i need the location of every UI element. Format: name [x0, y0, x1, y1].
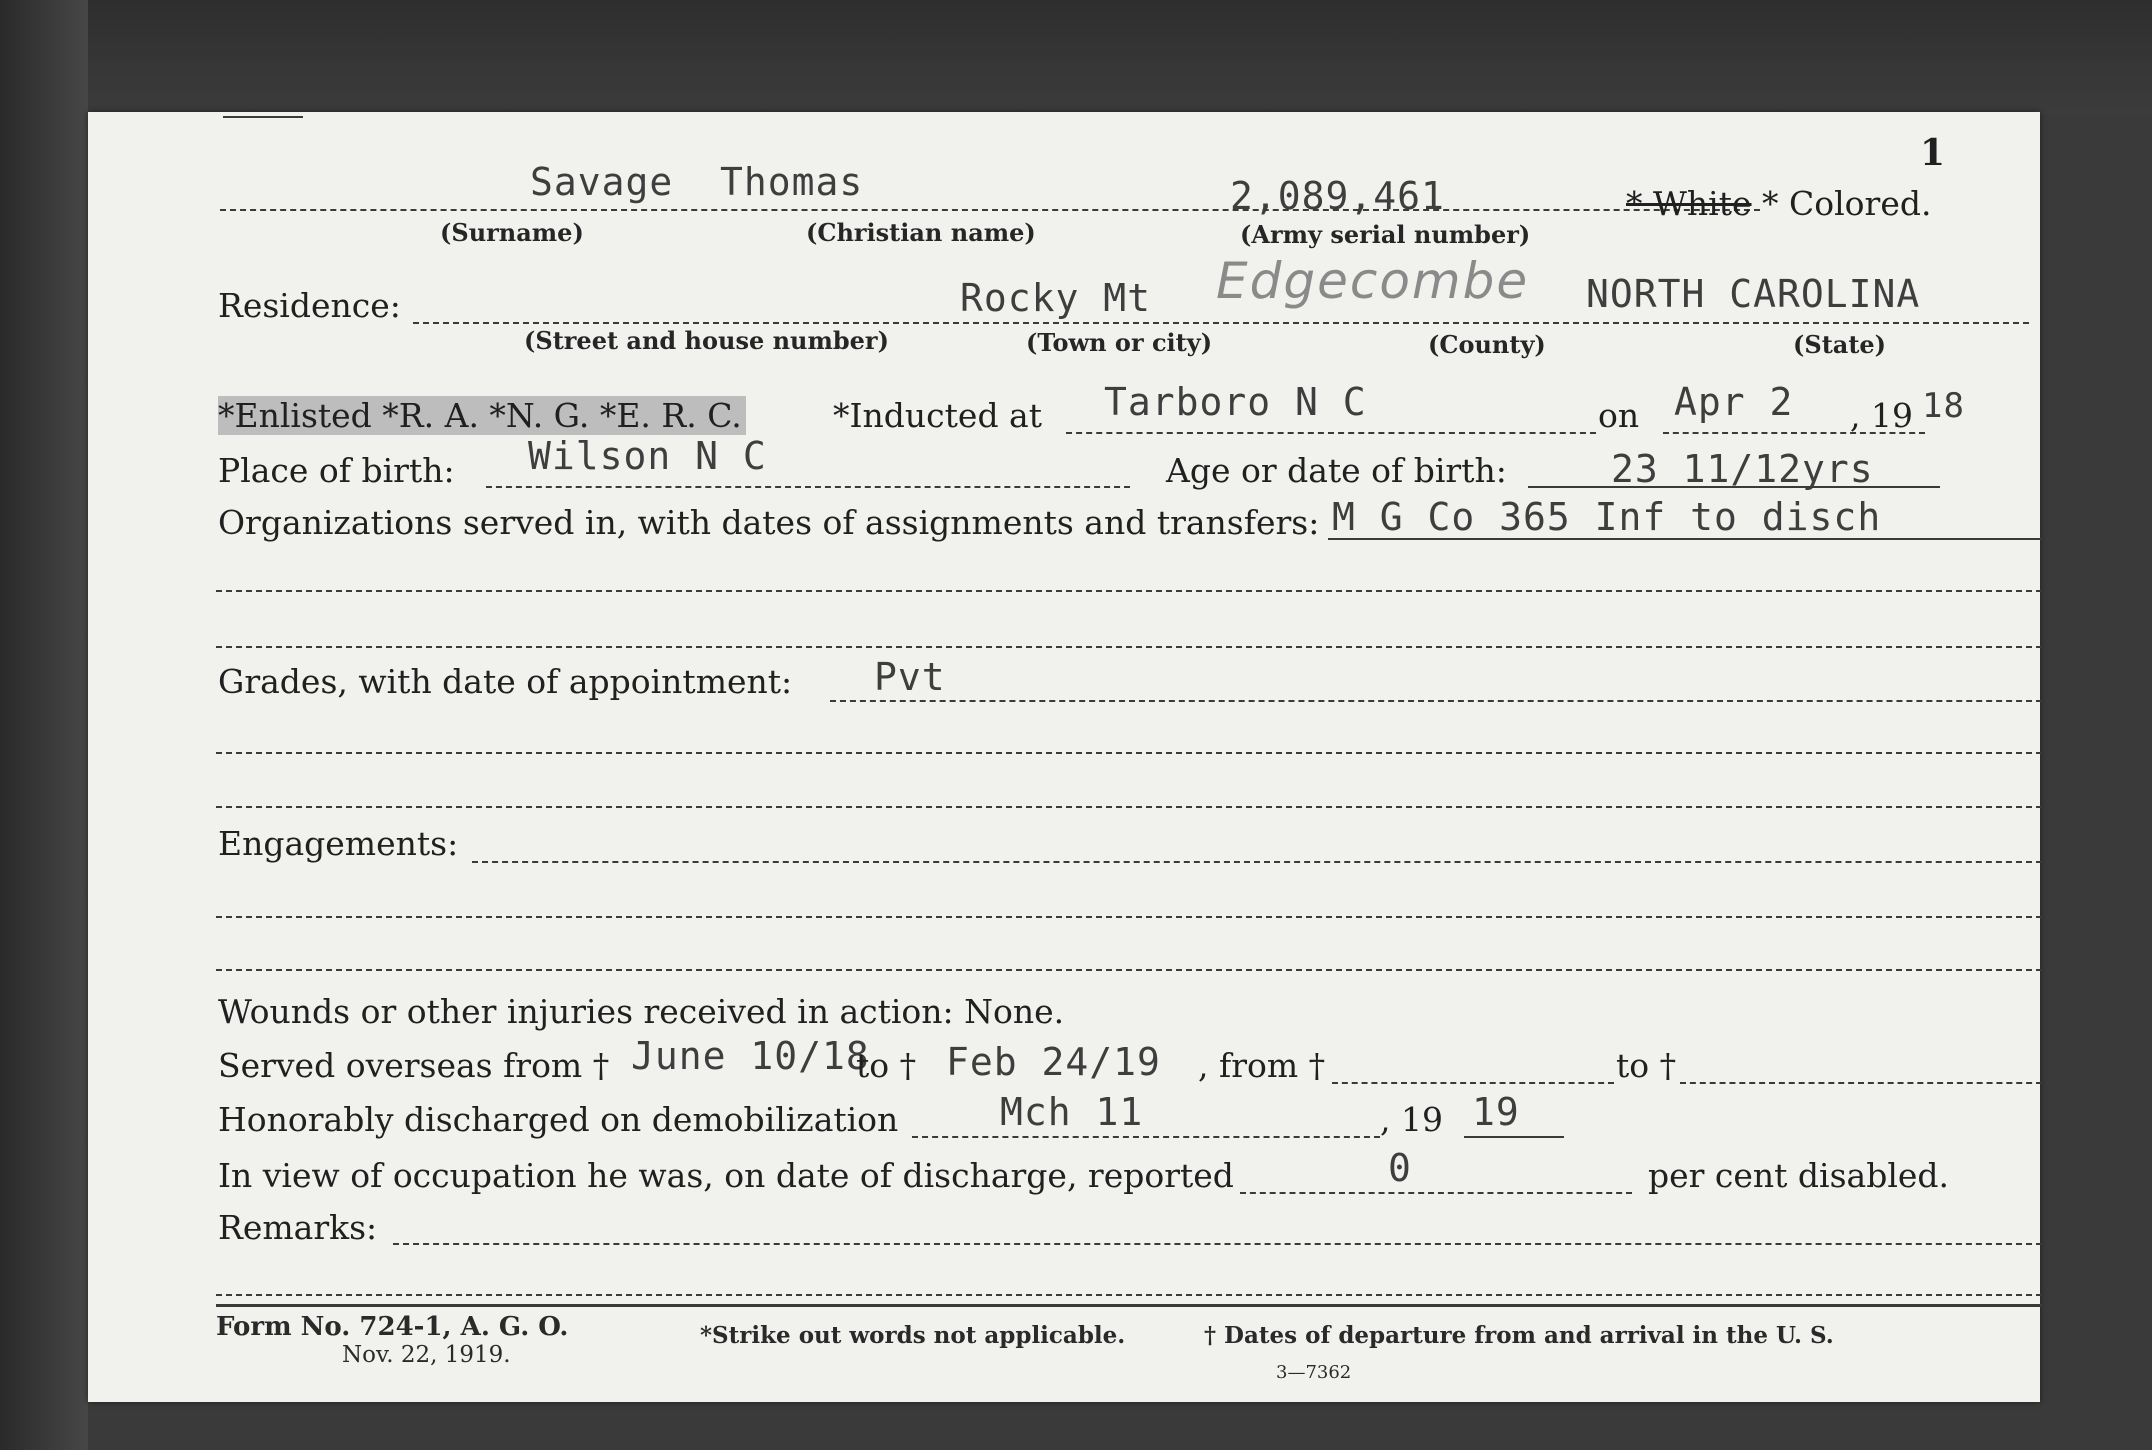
overseas-to2-label: to †	[1616, 1046, 1677, 1085]
discharge-year-value: 19	[1472, 1090, 1520, 1134]
overseas-to2-line	[1680, 1082, 2042, 1084]
discharge-date-value: Mch 11	[1000, 1090, 1144, 1134]
grades-label: Grades, with date of appointment:	[218, 662, 793, 701]
residence-label: Residence:	[218, 286, 401, 325]
service-record-card	[88, 112, 2040, 1402]
race-white: * White	[1626, 184, 1752, 223]
organizations-label: Organizations served in, with dates of assignments and transfers:	[218, 503, 1320, 542]
scan-background-left	[0, 0, 88, 1450]
disability-line	[1240, 1192, 1632, 1194]
organizations-value: M G Co 365 Inf to disch	[1332, 495, 1882, 539]
grades-line-3	[216, 806, 2042, 808]
residence-line	[413, 322, 2029, 324]
overseas-from2-label: , from †	[1198, 1046, 1326, 1085]
wounds-label: Wounds or other injuries received in action: None.	[218, 992, 1065, 1031]
race-colored: * Colored.	[1762, 184, 1932, 223]
name-line	[220, 209, 1760, 211]
remarks-line-1	[393, 1243, 2042, 1245]
grades-line-2	[216, 752, 2042, 754]
inducted-year-prefix: , 19	[1850, 396, 1913, 435]
street-caption: (Street and house number)	[524, 326, 889, 355]
age-label: Age or date of birth:	[1166, 451, 1507, 490]
age-line	[1528, 486, 1940, 488]
disability-label: In view of occupation he was, on date of discharge, reported	[218, 1156, 1234, 1195]
army-serial-caption: (Army serial number)	[1240, 220, 1531, 249]
christian-name-caption: (Christian name)	[806, 218, 1036, 247]
card-number: 1	[1920, 132, 1946, 174]
christian-name-value: Thomas	[720, 160, 864, 204]
inducted-line	[1066, 432, 1596, 434]
inducted-date-value: Apr 2	[1674, 380, 1794, 424]
on-label: on	[1598, 396, 1640, 435]
discharge-year-prefix: , 19	[1380, 1100, 1443, 1139]
discharge-year-line	[1464, 1136, 1564, 1138]
overseas-from-value: June 10/18	[631, 1034, 870, 1078]
print-code: 3—7362	[1276, 1362, 1352, 1383]
inducted-label: *Inducted at	[833, 396, 1042, 435]
town-caption: (Town or city)	[1026, 328, 1213, 357]
footer-rule	[216, 1304, 2042, 1307]
residence-county-value: Edgecombe	[1216, 252, 1530, 310]
inducted-year-value: 18	[1922, 386, 1965, 426]
overseas-to-value: Feb 24/19	[946, 1040, 1161, 1084]
form-date: Nov. 22, 1919.	[342, 1342, 511, 1368]
disability-value: 0	[1388, 1146, 1412, 1190]
surname-value: Savage	[530, 160, 674, 204]
scan-background-top	[0, 0, 2152, 115]
surname-caption: (Surname)	[440, 218, 584, 247]
place-of-birth-value: Wilson N C	[528, 434, 767, 478]
residence-town-value: Rocky Mt	[960, 276, 1152, 320]
residence-state-value: NORTH CAROLINA	[1586, 272, 1921, 316]
top-edge-mark	[223, 116, 303, 118]
place-of-birth-line	[486, 486, 1130, 488]
discharge-label: Honorably discharged on demobilization	[218, 1100, 899, 1139]
organizations-line-3	[216, 646, 2042, 648]
engagements-line-2	[216, 916, 2042, 918]
engagements-line-3	[216, 969, 2042, 971]
remarks-line-2	[216, 1294, 2042, 1296]
inducted-place-value: Tarboro N C	[1104, 380, 1367, 424]
remarks-label: Remarks:	[218, 1208, 378, 1247]
discharge-date-line	[912, 1136, 1380, 1138]
organizations-line-2	[216, 590, 2042, 592]
race-options	[1626, 184, 1931, 223]
age-value: 23 11/12yrs	[1611, 447, 1874, 491]
strike-note: *Strike out words not applicable.	[700, 1322, 1126, 1349]
overseas-from2-line	[1332, 1082, 1614, 1084]
form-number: Form No. 724-1, A. G. O.	[216, 1312, 569, 1342]
place-of-birth-label: Place of birth:	[218, 451, 455, 490]
disability-suffix: per cent disabled.	[1648, 1156, 1950, 1195]
state-caption: (State)	[1793, 330, 1887, 359]
grades-value: Pvt	[874, 655, 946, 699]
engagements-line-1	[472, 861, 2042, 863]
dates-note: † Dates of departure from and arrival in the U. S.	[1204, 1322, 1834, 1349]
overseas-label: Served overseas from †	[218, 1046, 610, 1085]
engagements-label: Engagements:	[218, 824, 459, 863]
grades-line-1	[830, 700, 2042, 702]
county-caption: (County)	[1428, 330, 1546, 359]
organizations-line-1	[1328, 538, 2042, 540]
enlistment-options: *Enlisted *R. A. *N. G. *E. R. C.	[218, 396, 746, 435]
overseas-to-label: to †	[856, 1046, 917, 1085]
army-serial-value: 2,089,461	[1230, 174, 1445, 218]
